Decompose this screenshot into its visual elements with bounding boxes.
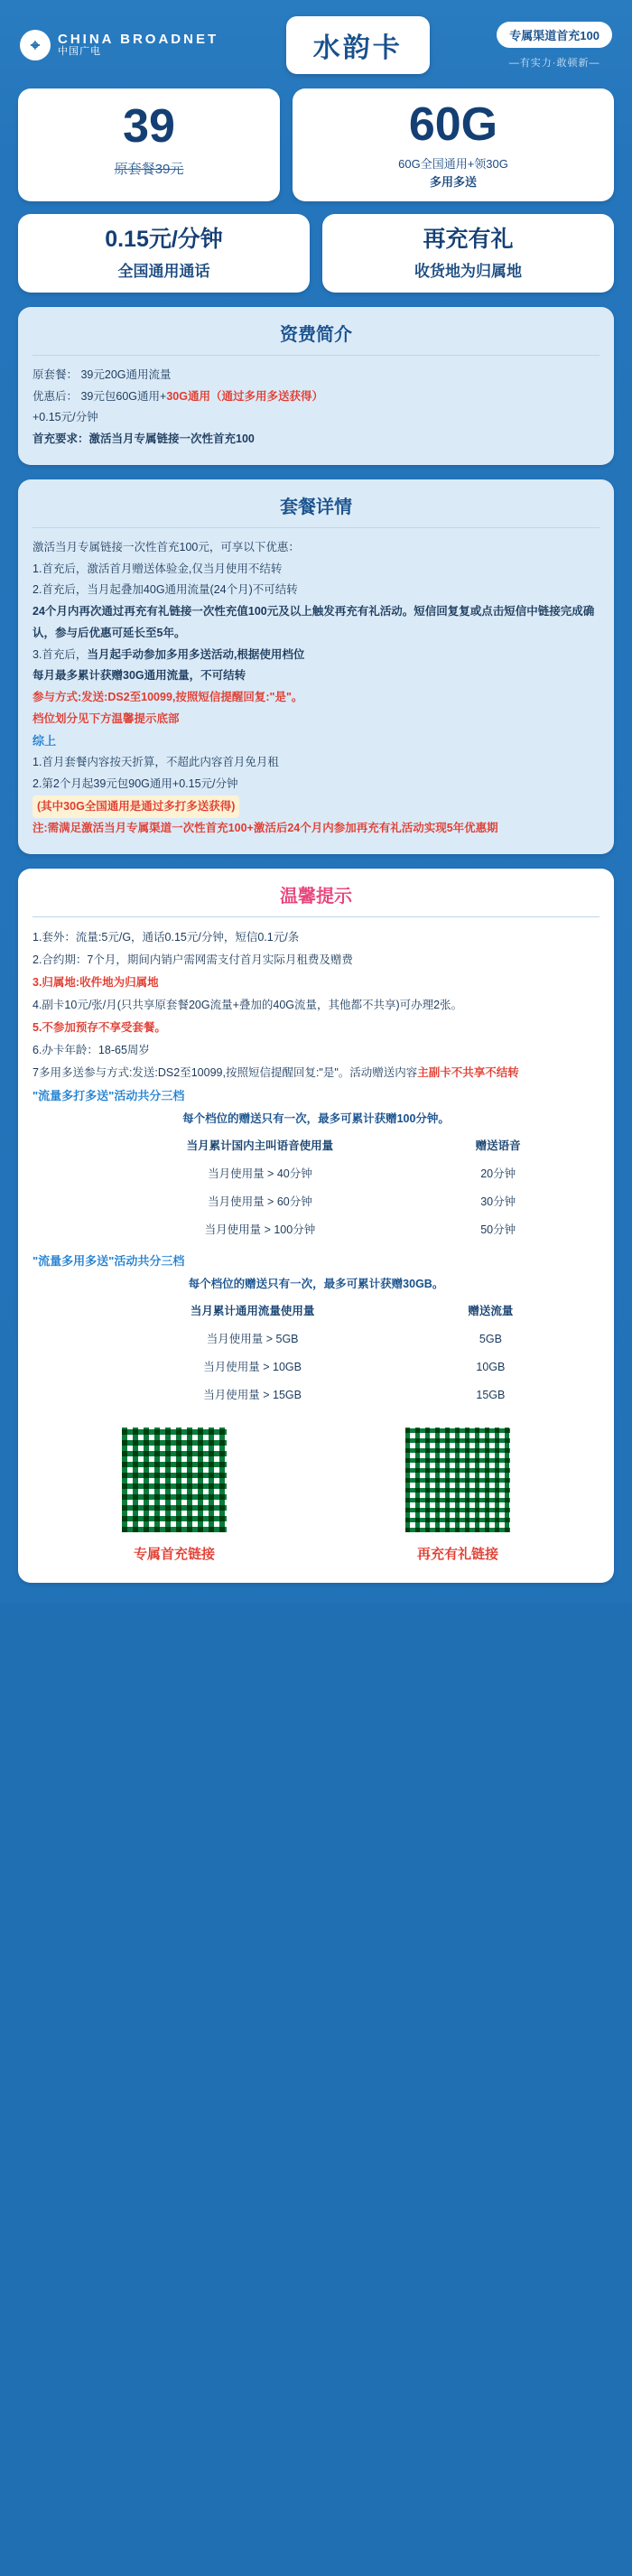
tips-section — [18, 869, 614, 1583]
detail-section-title: 套餐详情 — [280, 497, 352, 517]
table-row — [78, 1160, 554, 1188]
feature-recharge-label: 收货地为归属地 — [414, 262, 522, 280]
tip-7a: 7多用多送参与方式:发送:DS2至10099,按照短信提醒回复: — [33, 1066, 320, 1080]
data-description-line2: 多用多送 — [429, 174, 477, 189]
page-header — [0, 0, 632, 83]
detail-item-5: 档位划分见下方温馨提示底部 — [33, 711, 180, 725]
fee-line-voice: +0.15元/分钟 — [33, 411, 98, 424]
fee-line-discounted-a: 优惠后： 39元包60G通用+ — [33, 389, 167, 403]
tip-6: 6.办卡年龄：18-65周岁 — [33, 1044, 150, 1057]
fee-requirement-text: 激活当月专属链接一次性首充100 — [88, 432, 255, 445]
feature-row — [0, 201, 632, 293]
feature-card-recharge — [322, 214, 614, 293]
fee-requirement-label: 首充要求： — [33, 432, 89, 445]
promo2-row2-gift: 15GB — [476, 1389, 506, 1402]
promo1-table — [78, 1132, 554, 1244]
brand-text — [58, 33, 218, 57]
promo1-title: "流量多打多送"活动共分三档 — [33, 1089, 185, 1103]
qr-code-icon[interactable] — [120, 1426, 228, 1534]
tip-4: 4.副卡10元/张/月(只共享原套餐20G流量+叠加的40G流量，其他都不共享)可办理2张。 — [33, 999, 463, 1012]
detail-item-3 — [33, 645, 599, 666]
page-title: 水韵卡 — [286, 16, 430, 74]
promo1-row0-gift: 20分钟 — [480, 1167, 516, 1181]
promo1-col2: 赠送语音 — [475, 1139, 521, 1153]
detail-section-body — [33, 537, 599, 840]
promo2-col2: 赠送流量 — [468, 1305, 514, 1318]
promo2-note: 每个档位的赠送只有一次，最多可累计获赠30GB。 — [188, 1278, 444, 1291]
slogan-text: —有实力·敢顿新— — [508, 57, 600, 69]
feature-card-voice — [18, 214, 310, 293]
tips-section-body — [33, 926, 599, 1568]
price-amount: 39 — [123, 100, 175, 153]
brand-name-cn: CHINA BROADNET — [58, 32, 219, 48]
promo1-col1: 当月累计国内主叫语音使用量 — [186, 1139, 334, 1153]
tip-2: 2.合约期：7个月，期间内销户需网需支付首月实际月租费及赠费 — [33, 953, 353, 967]
qr-row — [33, 1426, 599, 1568]
promo1-row2-gift: 50分钟 — [480, 1223, 516, 1237]
detail-item-2b: 24个月内再次通过再充有礼链接一次性充值100元及以上触发再充有礼活动。短信回复复或点击短信中链接完成确认，参与后优惠可延长至5年。 — [33, 605, 595, 639]
data-description — [302, 155, 605, 191]
feature-recharge-title: 再充有礼 — [423, 227, 514, 252]
detail-summary-2: 2.第2个月起39元包90G通用+0.15元/分钟 — [33, 777, 238, 790]
tip-1: 1.套外：流量:5元/G，通话0.15元/分钟，短信0.1元/条 — [33, 931, 300, 944]
status-badge: 专属渠道首充100 — [497, 22, 612, 48]
detail-section — [18, 479, 614, 854]
detail-summary-title: 综上 — [33, 733, 57, 748]
table-row — [78, 1216, 554, 1244]
price-row — [0, 83, 632, 201]
qr-code-icon[interactable] — [404, 1426, 512, 1534]
promo1-row1-gift: 30分钟 — [480, 1195, 516, 1209]
table-row — [78, 1381, 554, 1409]
detail-item-3c: 每月最多累计获赠30G通用流量，不可结转 — [33, 669, 246, 683]
detail-summary-4: 注:需满足激活当月专属渠道一次性首充100+激活后24个月内参加再充有礼活动实现5年优惠期 — [33, 822, 498, 835]
table-row — [78, 1353, 554, 1381]
data-amount: 60G — [408, 98, 498, 151]
promo2-table — [78, 1297, 554, 1409]
promo2-col1: 当月累计通用流量使用量 — [190, 1305, 315, 1318]
fee-line-requirement — [33, 429, 599, 451]
table-header-row — [78, 1297, 554, 1325]
header-badges — [497, 22, 612, 70]
qr-item-recharge-gift[interactable] — [404, 1426, 512, 1568]
tip-7b: "是"。活动赠送内容 — [319, 1066, 418, 1080]
detail-intro: 激活当月专属链接一次性首充100元，可享以下优惠： — [33, 540, 300, 553]
detail-item-3a: 3.首充后， — [33, 647, 88, 661]
promo2-row0-gift: 5GB — [479, 1333, 502, 1346]
detail-summary-3 — [33, 795, 599, 819]
fee-section-title: 资费简介 — [280, 324, 352, 345]
qr-label-recharge-gift: 再充有礼链接 — [416, 1547, 498, 1563]
detail-summary-3-badge: (其中30G全国通用是通过多打多送获得) — [33, 795, 239, 819]
price-original: 原套餐39元 — [114, 162, 184, 177]
divider — [33, 527, 599, 528]
fee-line-discounted-b: 30G通用（通过多用多送获得） — [166, 389, 323, 403]
brand-logo — [20, 30, 218, 60]
detail-item-1: 1.首充后，激活首月赠送体验金,仅当月使用不结转 — [33, 562, 283, 575]
divider — [33, 355, 599, 356]
fee-line-discounted — [33, 386, 599, 408]
divider — [33, 916, 599, 917]
tip-7 — [33, 1062, 599, 1084]
table-row — [78, 1188, 554, 1216]
tip-3: 3.归属地:收件地为归属地 — [33, 976, 159, 990]
promo1-row2-usage: 当月使用量 > 100分钟 — [204, 1223, 316, 1237]
tips-section-title: 温馨提示 — [280, 887, 352, 907]
promo2-title: "流量多用多送"活动共分三档 — [33, 1254, 185, 1269]
data-card — [293, 88, 614, 201]
detail-item-4: 参与方式:发送:DS2至10099,按照短信提醒回复:"是"。 — [33, 691, 303, 703]
detail-summary-1: 1.首月套餐内容按天折算，不超此内容首月免月租 — [33, 756, 279, 769]
table-header-row — [78, 1132, 554, 1160]
promo1-row0-usage: 当月使用量 > 40分钟 — [208, 1167, 312, 1181]
table-row — [78, 1325, 554, 1353]
feature-voice-label: 全国通用通话 — [117, 262, 210, 280]
feature-voice-rate: 0.15元/分钟 — [105, 227, 223, 252]
promo2-row0-usage: 当月使用量 > 5GB — [206, 1333, 299, 1346]
qr-label-first-recharge: 专属首充链接 — [133, 1547, 215, 1563]
brand-name-sub: 中国广电 — [58, 46, 101, 58]
tip-5: 5.不参加预存不享受套餐。 — [33, 1021, 166, 1035]
promo2-row1-gift: 10GB — [476, 1361, 506, 1374]
data-description-line1: 60G全国通用+领30G — [398, 157, 508, 171]
fee-section — [18, 307, 614, 465]
fee-section-body — [33, 365, 599, 451]
tip-7c: 主副卡不共享不结转 — [417, 1066, 519, 1080]
fee-line-original: 原套餐： 39元20G通用流量 — [33, 367, 172, 381]
price-card — [18, 88, 280, 201]
promo1-note: 每个档位的赠送只有一次，最多可累计获赠100分钟。 — [182, 1112, 450, 1126]
detail-item-2a: 2.首充后，当月起叠加40G通用流量(24个月)不可结转 — [33, 583, 298, 597]
broadcast-logo-icon: ⌖ — [20, 30, 51, 60]
promo1-row1-usage: 当月使用量 > 60分钟 — [208, 1195, 312, 1209]
detail-item-3b: 当月起手动参加多用多送活动,根据使用档位 — [87, 647, 305, 661]
promo2-row2-usage: 当月使用量 > 15GB — [203, 1389, 302, 1402]
promo2-row1-usage: 当月使用量 > 10GB — [203, 1361, 302, 1374]
qr-item-first-recharge[interactable] — [120, 1426, 228, 1568]
